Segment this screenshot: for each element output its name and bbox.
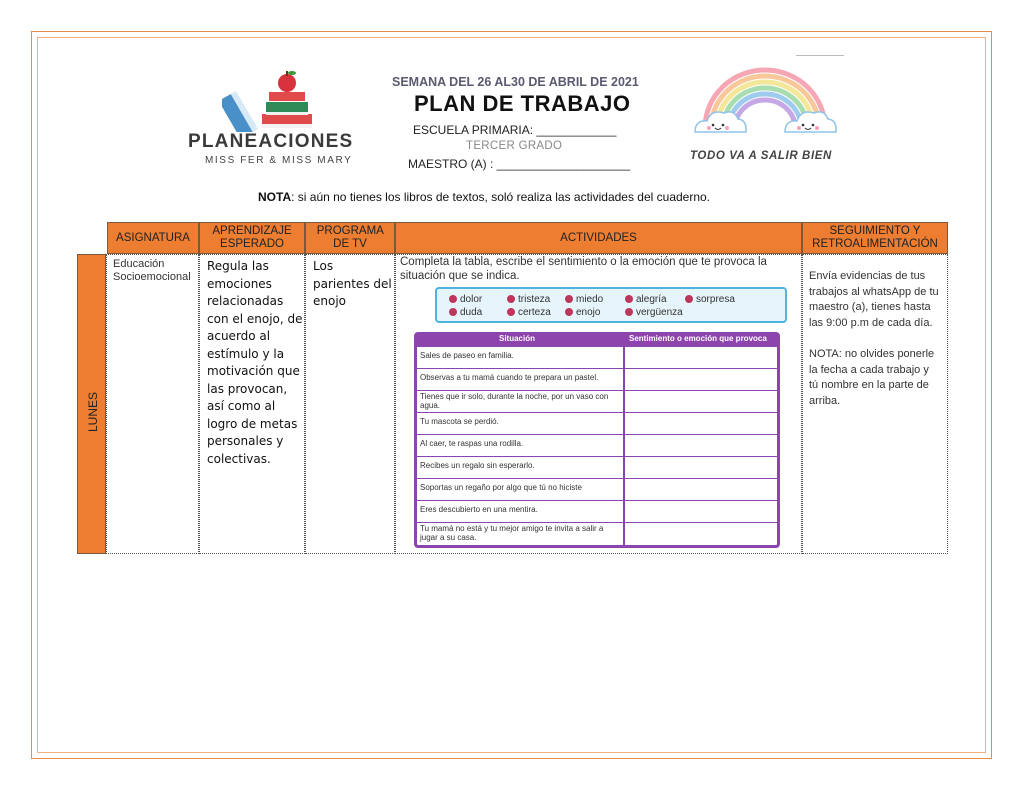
situation-row: Eres descubierto en una mentira. xyxy=(417,500,777,522)
emotion-word-bank xyxy=(435,287,787,323)
header-activities: ACTIVIDADES xyxy=(395,222,802,254)
books-apple-icon xyxy=(222,70,322,132)
followup-evidence: Envía evidencias de tus trabajos al whatsApp de tu maestro (a), tienes hasta las 9:00 p.m de cada día. xyxy=(809,270,939,329)
week-range: SEMANA DEL 26 AL30 DE ABRIL DE 2021 xyxy=(392,75,639,89)
rainbow-clouds-icon xyxy=(693,62,838,144)
situation-row: Soportas un regaño por algo que tú no hiciste xyxy=(417,478,777,500)
bullet-icon xyxy=(625,295,633,303)
emotion-item: enojo xyxy=(565,307,600,318)
day-label: LUNES xyxy=(86,392,100,433)
teacher-field: MAESTRO (A) : ____________________ xyxy=(408,157,631,171)
situation-row: Al caer, te raspas una rodilla. xyxy=(417,434,777,456)
header-learning: APRENDIZAJE ESPERADO xyxy=(199,222,305,254)
situation-row: Tu mamá no está y tu mejor amigo te invita a salir a jugar a su casa. xyxy=(417,522,777,545)
emotion-item: miedo xyxy=(565,294,603,305)
header-blank xyxy=(77,222,107,254)
header-subject: ASIGNATURA xyxy=(107,222,199,254)
emotion-item: alegría xyxy=(625,294,667,305)
situation-row: Tu mascota se perdió. xyxy=(417,412,777,434)
note-text: : si aún no tienes los libros de textos, soló realiza las actividades del cuaderno. xyxy=(291,190,711,204)
situation-row: Recibes un regalo sin esperarlo. xyxy=(417,456,777,478)
subject-text: Educación Socioemocional xyxy=(113,258,191,283)
emotion-item: sorpresa xyxy=(685,294,735,305)
page-title: PLAN DE TRABAJO xyxy=(414,91,631,116)
motto-text: TODO VA A SALIR BIEN xyxy=(690,150,832,162)
situation-row: Tienes que ir solo, durante la noche, por un vaso con agua. xyxy=(417,390,777,412)
emotion-column-header: Sentimiento o emoción que provoca xyxy=(629,334,767,343)
school-field: ESCUELA PRIMARIA: ____________ xyxy=(413,123,617,137)
situation-table xyxy=(414,332,780,548)
emotion-item: duda xyxy=(449,307,482,318)
bullet-icon xyxy=(507,295,515,303)
bullet-icon xyxy=(449,308,457,316)
followup-text xyxy=(809,269,941,409)
emotion-item: dolor xyxy=(449,294,482,305)
tv-program-text: Los parientes del enojo xyxy=(313,259,392,308)
subject-cell xyxy=(106,254,199,554)
situation-row: Observas a tu mamá cuando te prepara un pastel. xyxy=(417,368,777,390)
emotion-item: certeza xyxy=(507,307,551,318)
note-label: NOTA xyxy=(258,190,292,204)
day-column xyxy=(77,254,106,554)
bullet-icon xyxy=(565,295,573,303)
bullet-icon xyxy=(507,308,515,316)
grade-label: TERCER GRADO xyxy=(466,140,563,152)
emotion-item: vergüenza xyxy=(625,307,683,318)
learning-text: Regula las emociones relacionadas con el enojo, de acuerdo al estímulo y la motivación que las provocan, así como al logro de metas personales y colectivas. xyxy=(207,259,303,466)
logo-subtitle: MISS FER & MISS MARY xyxy=(205,155,353,166)
bullet-icon xyxy=(449,295,457,303)
header-tv: PROGRAMA DE TV xyxy=(305,222,395,254)
note-line xyxy=(258,190,710,204)
logo-title: PLANEACIONES xyxy=(188,131,354,152)
emotion-item: tristeza xyxy=(507,294,550,305)
header-followup: SEGUIMIENTO Y RETROALIMENTACIÓN xyxy=(802,222,948,254)
bullet-icon xyxy=(565,308,573,316)
situation-row: Sales de paseo en familia. xyxy=(417,346,777,368)
situation-table-header xyxy=(417,335,777,346)
situation-column-header: Situación xyxy=(499,334,536,343)
signature-mark xyxy=(796,55,844,62)
bullet-icon xyxy=(625,308,633,316)
activity-instruction: Completa la tabla, escribe el sentimiento o la emoción que te provoca la situación que se indica. xyxy=(400,256,767,282)
followup-note: NOTA: no olvides ponerle la fecha a cada trabajo y tú nombre en la parte de arriba. xyxy=(809,348,935,407)
bullet-icon xyxy=(685,295,693,303)
